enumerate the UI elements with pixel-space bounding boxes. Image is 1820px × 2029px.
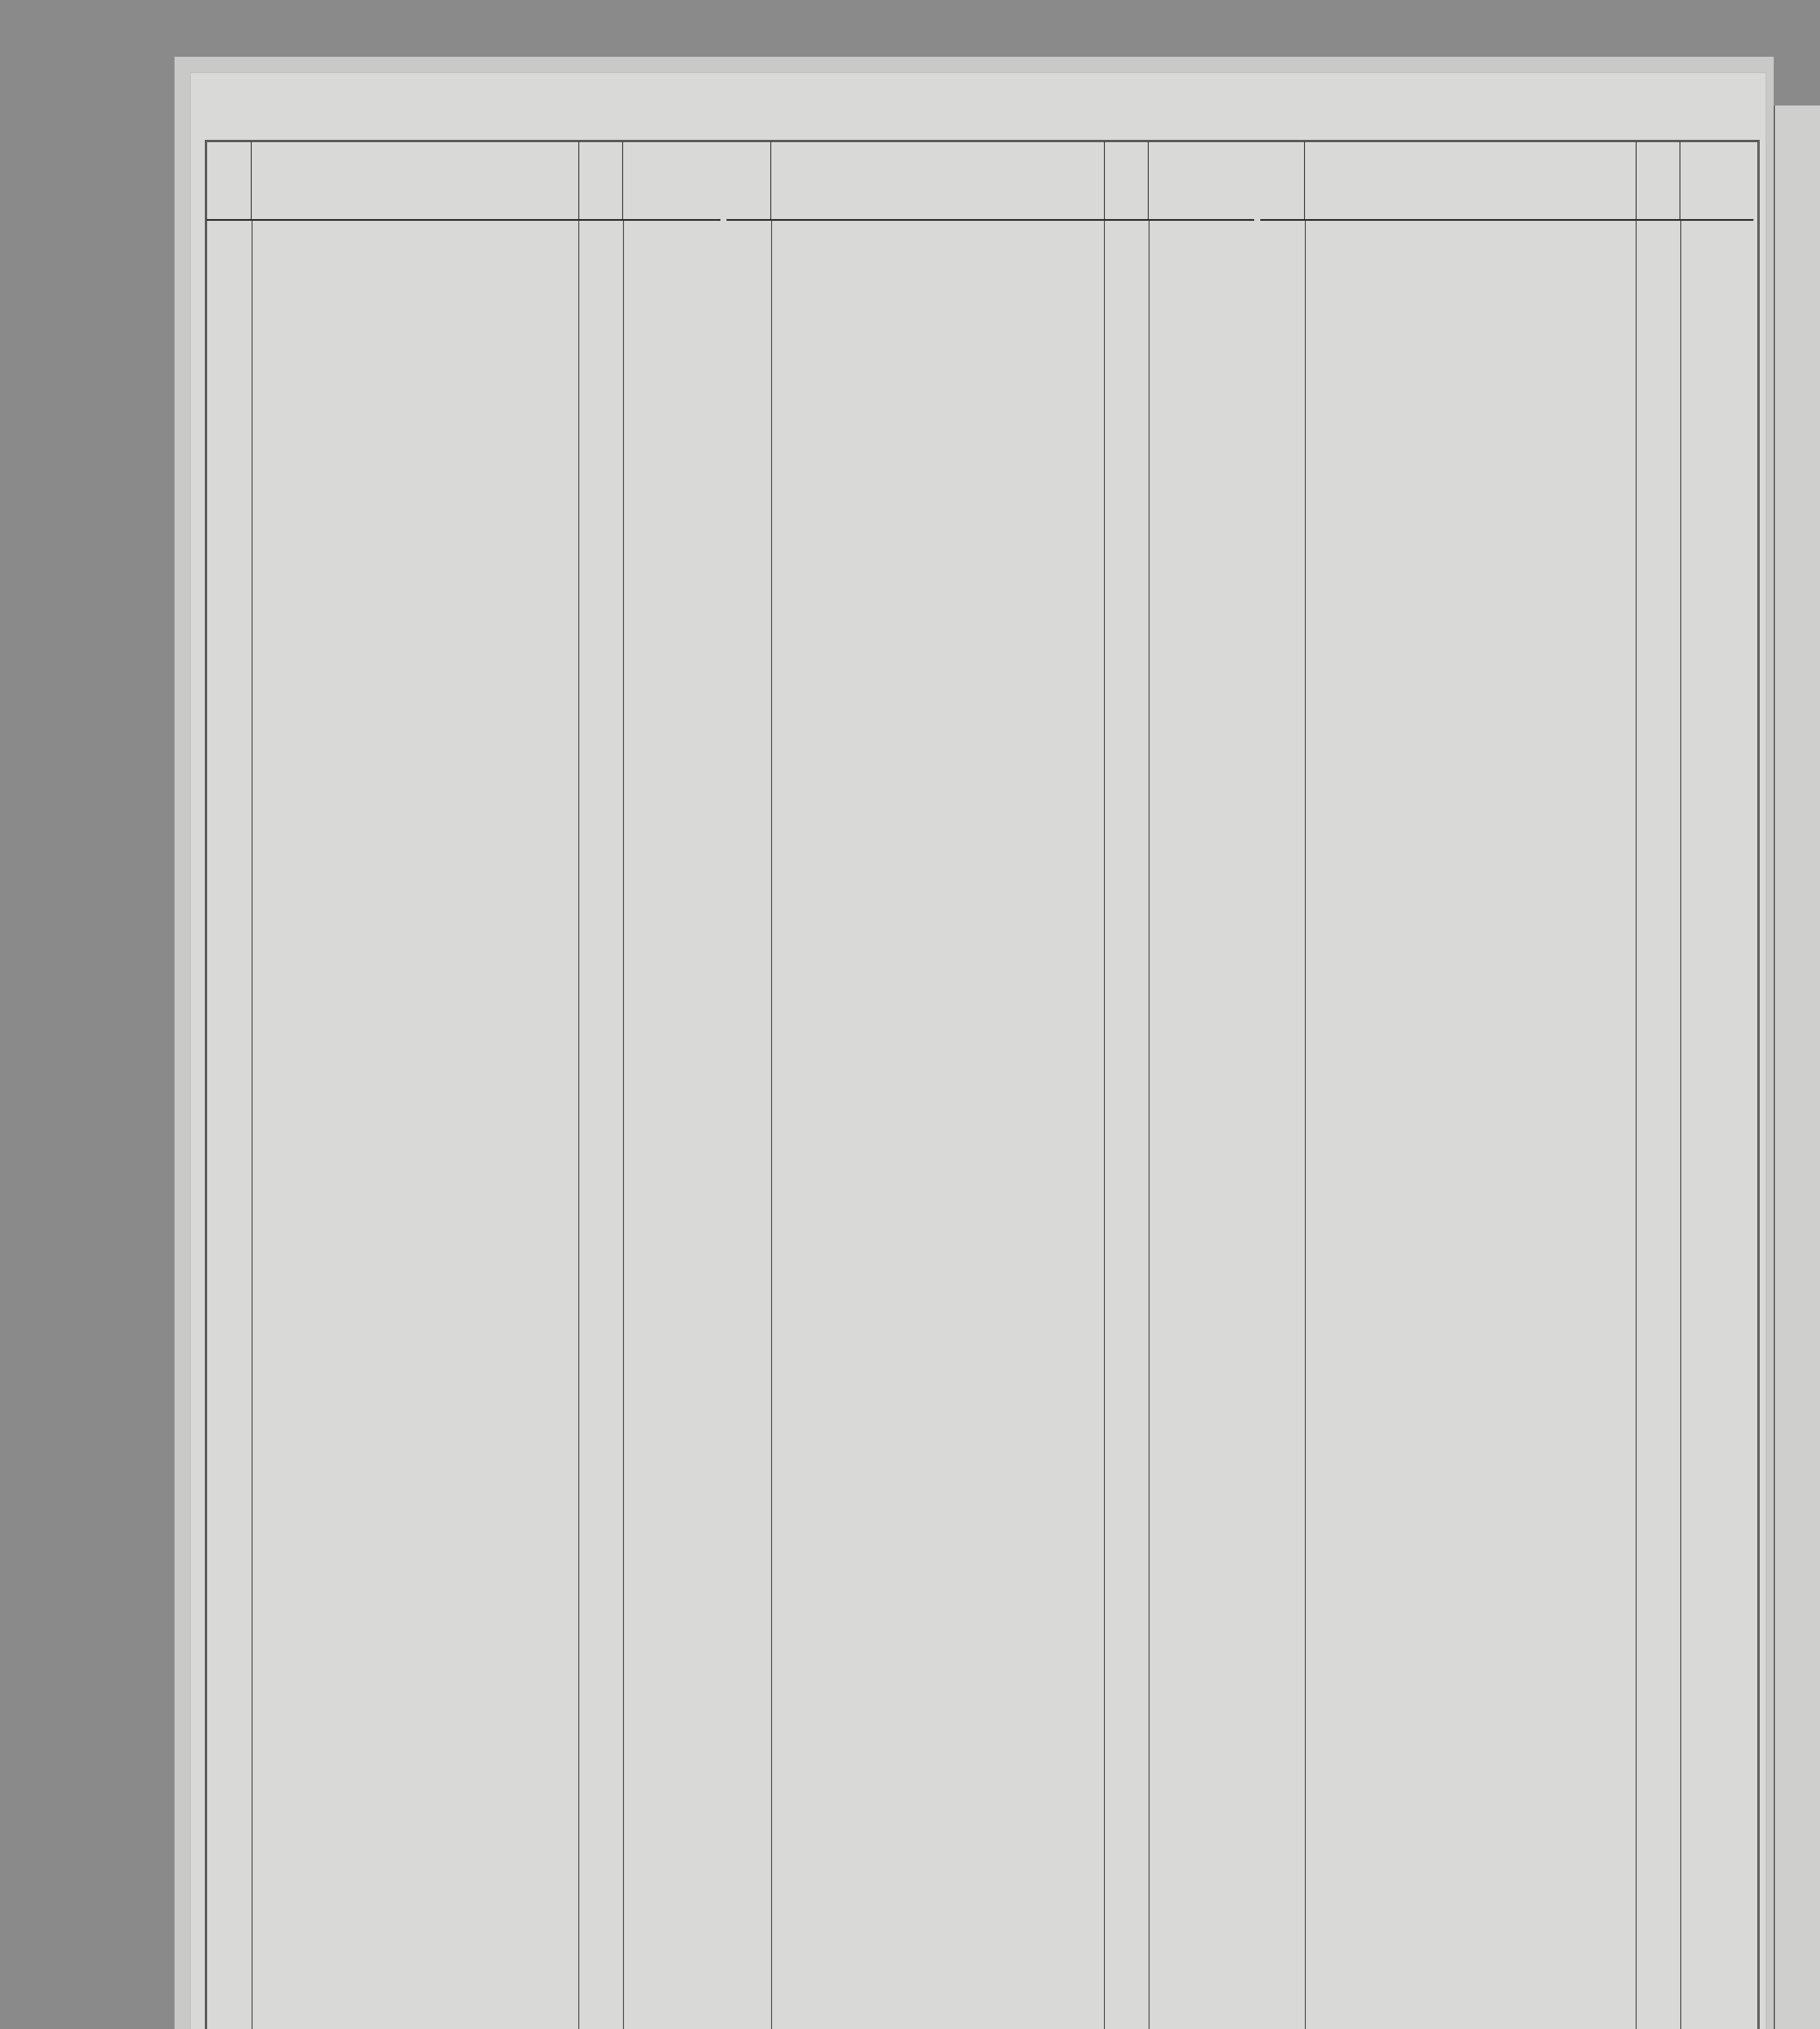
column-3: [1260, 142, 1753, 2029]
rule: [1680, 219, 1681, 2029]
header-date-detach: [1104, 142, 1149, 219]
column-2: [727, 142, 1254, 2029]
rule: [1636, 219, 1637, 2029]
column-header: [207, 142, 720, 221]
rule: [1104, 219, 1105, 2029]
column-header: [1260, 142, 1753, 221]
header-comptant: [623, 142, 720, 219]
header-designation: [252, 142, 579, 219]
header-cloture: [1260, 142, 1305, 219]
header-cloture: [727, 142, 771, 219]
header-date-detach: [1636, 142, 1680, 219]
rule: [771, 219, 772, 2029]
header-designation: [771, 142, 1105, 219]
rows-emprunts-gages: [207, 294, 720, 1633]
header-date-detach: [578, 142, 623, 219]
column-header: [727, 142, 1254, 221]
rule: [1305, 219, 1306, 2029]
column-1: [207, 142, 720, 2029]
header-comptant: [1680, 142, 1753, 219]
header-designation: [1305, 142, 1637, 219]
header-comptant: [1149, 142, 1254, 219]
adjacent-page-edge: [1774, 106, 1820, 2029]
header-cloture: [207, 142, 252, 219]
